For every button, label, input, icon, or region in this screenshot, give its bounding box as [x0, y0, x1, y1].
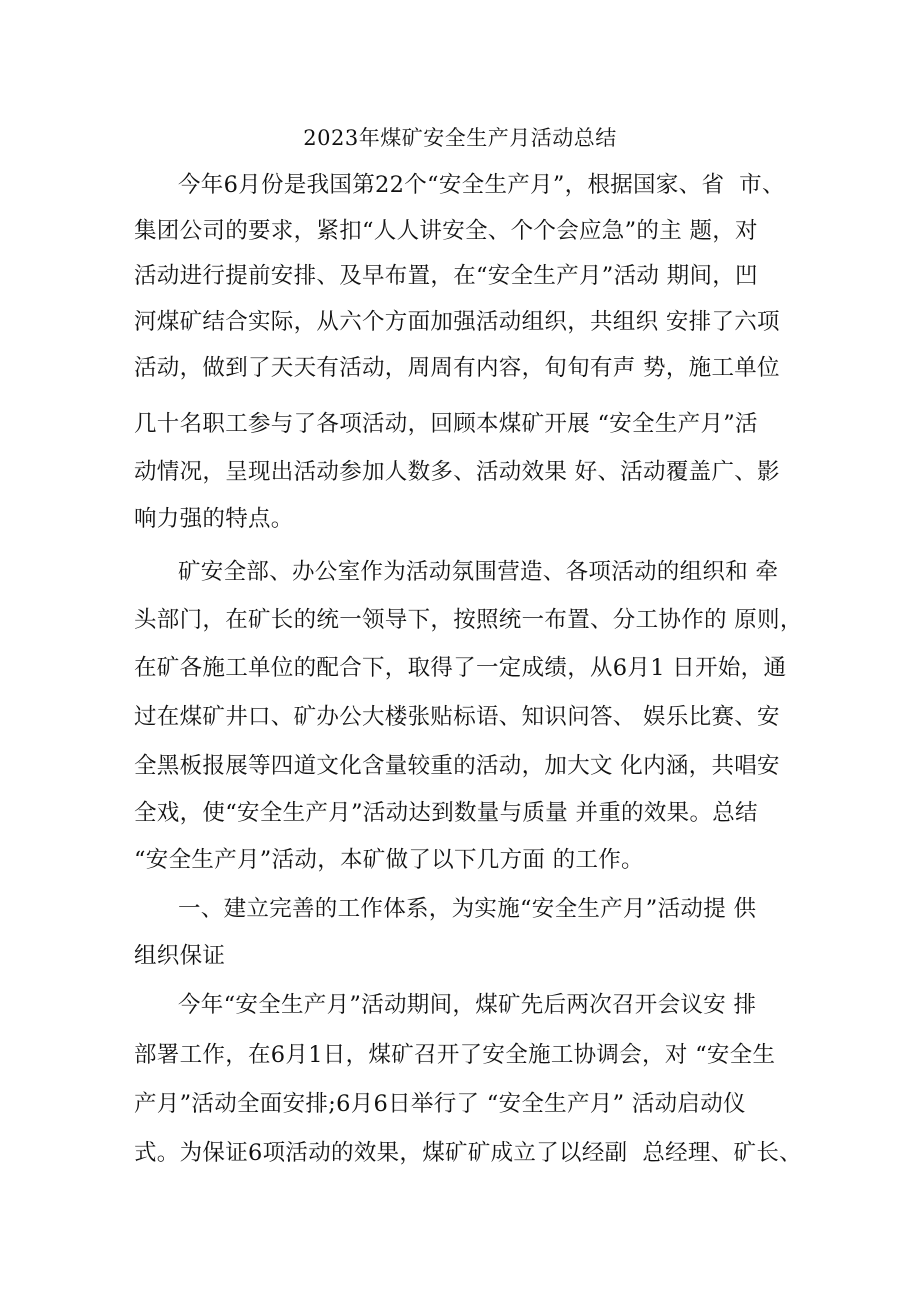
paragraph-line: 部署工作，在6月1日，煤矿召开了安全施工协调会，对 “安全生 — [134, 1042, 776, 1068]
paragraph-line: 活动进行提前安排、及早布置，在“安全生产月”活动 期间，凹 — [134, 263, 758, 289]
paragraph-line: 过在煤矿井口、矿办公大楼张贴标语、知识问答、 娱乐比赛、安 — [134, 704, 780, 730]
paragraph-line: 今年6月份是我国第22个“安全生产月”，根据国家、省 市、 — [178, 172, 785, 198]
paragraph-line: 响力强的特点。 — [134, 506, 294, 532]
paragraph-line: 今年“安全生产月”活动期间，煤矿先后两次召开会议安 排 — [178, 992, 757, 1018]
paragraph-line: 集团公司的要求，紧扣“人人讲安全、个个会应急”的主 题，对 — [134, 218, 758, 244]
section-heading-line: 组织保证 — [134, 943, 226, 969]
paragraph-line: “安全生产月”活动，本矿做了以下几方面 的工作。 — [134, 847, 644, 873]
paragraph-line: 产月”活动全面安排;6月6日举行了 “安全生产月” 活动启动仪 — [134, 1091, 746, 1117]
document-title: 2023年煤矿安全生产月活动总结 — [303, 126, 617, 150]
paragraph-line: 头部门，在矿长的统一领导下，按照统一布置、分工协作的 原则， — [134, 607, 803, 633]
paragraph-line: 活动，做到了天天有活动，周周有内容，旬旬有声 势，施工单位 — [134, 355, 780, 381]
section-heading-line: 一、建立完善的工作体系，为实施“安全生产月”活动提 供 — [178, 896, 757, 922]
paragraph-line: 式。为保证6项活动的效果，煤矿矿成立了以经副 总经理、矿长、 — [134, 1140, 802, 1166]
paragraph-line: 几十名职工参与了各项活动，回顾本煤矿开展 “安全生产月”活 — [134, 411, 758, 437]
paragraph-line: 全黑板报展等四道文化含量较重的活动，加大文 化内涵，共唱安 — [134, 753, 780, 779]
paragraph-line: 河煤矿结合实际，从六个方面加强活动组织，共组织 安排了六项 — [134, 309, 780, 335]
paragraph-line: 矿安全部、办公室作为活动氛围营造、各项活动的组织和 牵 — [178, 559, 779, 585]
paragraph-line: 在矿各施工单位的配合下，取得了一定成绩，从6月1 日开始，通 — [134, 655, 787, 681]
paragraph-line: 动情况，呈现出活动参加人数多、活动效果 好、活动覆盖广、影 — [134, 459, 780, 485]
paragraph-line: 全戏，使“安全生产月”活动达到数量与质量 并重的效果。总结 — [134, 800, 758, 826]
